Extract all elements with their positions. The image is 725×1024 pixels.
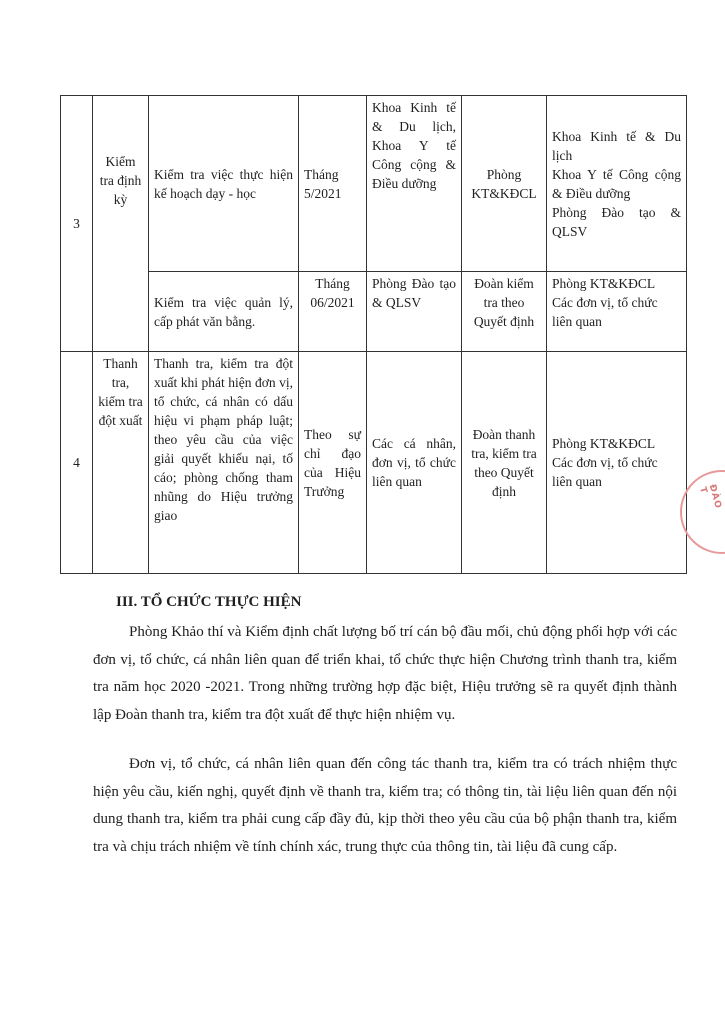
lead-unit: Đoàn kiểm tra theo Quyết định <box>462 272 547 352</box>
inspection-content: Kiểm tra việc quản lý, cấp phát văn bằng. <box>149 272 299 352</box>
table-row <box>61 96 687 272</box>
inspection-target: Các cá nhân, đơn vị, tổ chức liên quan <box>367 352 462 574</box>
inspection-time: Tháng 06/2021 <box>299 272 367 352</box>
row-number: 3 <box>61 96 93 352</box>
inspection-type: Thanh tra, kiểm tra đột xuất <box>93 352 149 574</box>
table-row <box>61 272 687 352</box>
inspection-time: Theo sự chỉ đạo của Hiệu Trưởng <box>299 352 367 574</box>
coordinating-units: Phòng KT&KĐCL Các đơn vị, tổ chức liên quan <box>547 272 687 352</box>
paragraph: Đơn vị, tổ chức, cá nhân liên quan đến công tác thanh tra, kiểm tra có trách nhiệm thực hiện yêu cầu, kiến nghị, quyết định về thanh tra, kiểm tra; có thông tin, tài liệu liên quan đến nội dung thanh tra, kiểm tra phải cung cấp đầy đủ, kịp thời theo yêu cầu của bộ phận thanh tra, kiểm tra và chịu trách nhiệm về tính chính xác, trung thực của thông tin, tài liệu đã cung cấp. <box>93 756 677 855</box>
inspection-type: Kiểm tra định kỳ <box>93 96 149 352</box>
table-row <box>61 352 687 574</box>
lead-unit: Phòng KT&KĐCL <box>462 96 547 272</box>
inspection-target: Phòng Đào tạo & QLSV <box>367 272 462 352</box>
lead-unit: Đoàn thanh tra, kiểm tra theo Quyết định <box>462 352 547 574</box>
inspection-target: Khoa Kinh tế & Du lịch, Khoa Y tế Công cộng & Điều dưỡng <box>367 96 462 272</box>
inspection-time: Tháng 5/2021 <box>299 96 367 272</box>
paragraph: Phòng Khảo thí và Kiểm định chất lượng bố trí cán bộ đầu mối, chủ động phối hợp với các đơn vị, tổ chức, cá nhân liên quan để triển khai, tổ chức thực hiện Chương trình thanh tra, kiểm tra năm học 2020 -2021. Trong những trường hợp đặc biệt, Hiệu trưởng sẽ ra quyết định thành lập Đoàn thanh tra, kiểm tra đột xuất để thực hiện nhiệm vụ. <box>93 624 677 723</box>
inspection-plan-table <box>60 95 687 574</box>
row-number: 4 <box>61 352 93 574</box>
coordinating-units: Phòng KT&KĐCL Các đơn vị, tổ chức liên quan <box>547 352 687 574</box>
coordinating-units: Khoa Kinh tế & Du lịch Khoa Y tế Công cộng & Điều dưỡng Phòng Đào tạo & QLSV <box>547 96 687 272</box>
inspection-content: Kiểm tra việc thực hiện kế hoạch dạy - học <box>149 96 299 272</box>
inspection-content: Thanh tra, kiểm tra đột xuất khi phát hiện đơn vị, tổ chức, cá nhân có dấu hiệu vi phạm pháp luật; theo yêu cầu của việc giải quyết khiếu nại, tố cáo; phòng chống tham nhũng do Hiệu trưởng giao <box>149 352 299 574</box>
section-title: III. TỔ CHỨC THỰC HIỆN <box>116 594 302 610</box>
stamp-text: ĐÀO T <box>697 483 723 511</box>
